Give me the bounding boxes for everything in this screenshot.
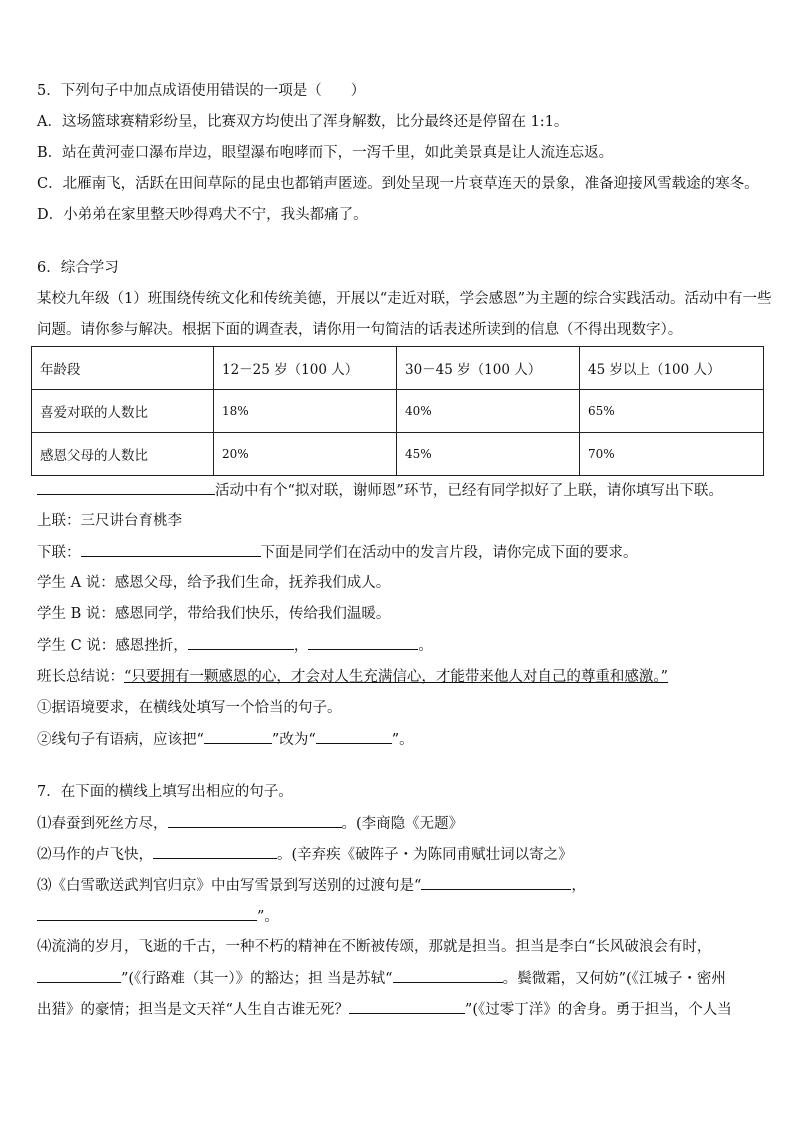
q7-item3-blank-2[interactable] — [37, 906, 257, 921]
q7-item1-blank[interactable] — [168, 813, 342, 828]
q5-option-b: B．站在黄河壶口瀑布岸边，眼望瀑布咆哮而下，一泻千里，如此美景真是让人流连忘返。 — [37, 145, 614, 161]
survey-table — [31, 346, 764, 476]
xialian-label: 下联： — [37, 545, 81, 561]
q6-xialian-line — [37, 542, 638, 563]
q6-student-a: 学生 A 说：感恩父母，给予我们生命，抚养我们成人。 — [37, 575, 391, 591]
table-row — [32, 433, 764, 476]
table-cell: 70% — [580, 433, 764, 476]
q7-item-3 — [37, 875, 586, 896]
q7-item2-text: ⑵马作的卢飞快， — [37, 847, 153, 863]
table-cell: 感恩父母的人数比 — [32, 433, 214, 476]
q7-item3-end: ”。 — [257, 909, 279, 925]
table-cell: 65% — [580, 390, 764, 433]
table-cell: 20% — [214, 433, 397, 476]
q6-requirement-2 — [37, 729, 414, 750]
q6-shanglian: 上联：三尺讲台育桃李 — [37, 513, 182, 529]
q5-option-c: C．北雁南飞，活跃在田间草际的昆虫也都销声匿迹。到处呈现一片衰草连天的景象，准备迎接风雪载途的寒冬。 — [37, 176, 759, 192]
q7-item-4-line2 — [37, 968, 726, 989]
student-c-sep: ， — [293, 638, 309, 654]
req2-blank-2[interactable] — [316, 729, 392, 744]
q7-item4-text-a: ”(《行路难（其一）》的豁达；担 当是苏轼“ — [121, 971, 393, 987]
q5-title: 5．下列句子中加点成语使用错误的一项是（ ） — [37, 83, 366, 99]
q7-item4-blank-2[interactable] — [393, 968, 503, 983]
table-cell: 18% — [214, 390, 397, 433]
student-c-label: 学生 C 说：感恩挫折， — [37, 638, 188, 654]
req2-blank-1[interactable] — [204, 729, 272, 744]
q7-item4-text-c: 出猎》的豪情；担当是文天祥“人生自古谁无死？ — [37, 1002, 349, 1018]
q6-title: 6．综合学习 — [37, 260, 119, 276]
q7-item2-blank[interactable] — [153, 844, 277, 859]
q7-item-4-line1: ⑷流淌的岁月，飞逝的千古，一种不朽的精神在不断被传颂，那就是担当。担当是李白“长风破浪会有时， — [37, 939, 712, 955]
table-header-cell: 30－45 岁（100 人） — [397, 347, 580, 390]
monitor-label: 班长总结说： — [37, 669, 124, 685]
student-c-blank-2[interactable] — [308, 635, 418, 650]
q6-student-b: 学生 B 说：感恩同学，带给我们快乐，传给我们温暖。 — [37, 606, 391, 622]
req2-text-a: ②线句子有语病，应该把“ — [37, 732, 204, 748]
table-header-cell: 12－25 岁（100 人） — [214, 347, 397, 390]
table-header-cell: 年龄段 — [32, 347, 214, 390]
q7-item1-source: 。(李商隐《无题》 — [341, 816, 464, 832]
q5-option-a: A．这场篮球赛精彩纷呈，比赛双方均使出了浑身解数，比分最终还是停留在 1:1。 — [37, 114, 569, 130]
table-cell: 45% — [397, 433, 580, 476]
q7-item-1 — [37, 813, 463, 834]
q7-item-4-line3 — [37, 999, 732, 1020]
answer-blank[interactable] — [37, 480, 215, 495]
q7-item4-blank-1[interactable] — [37, 968, 121, 983]
q6-requirement-1: ①据语境要求，在横线处填写一个恰当的句子。 — [37, 700, 342, 716]
q7-item-3-cont — [37, 906, 279, 927]
table-header-row — [32, 347, 764, 390]
table-cell: 喜爱对联的人数比 — [32, 390, 214, 433]
q7-title: 7．在下面的横线上填写出相应的句子。 — [37, 784, 293, 800]
student-c-blank-1[interactable] — [188, 635, 294, 650]
req2-text-c: ”。 — [391, 732, 414, 748]
xialian-blank[interactable] — [81, 542, 261, 557]
req2-text-b: ”改为“ — [271, 732, 316, 748]
q6-student-c-line — [37, 635, 433, 656]
monitor-quote: “只要拥有一颗感恩的心，才会对人生充满信心，才能带来他人对自己的尊重和感激。” — [124, 669, 669, 685]
xialian-after-text: 下面是同学们在活动中的发言片段，请你完成下面的要求。 — [260, 545, 638, 561]
q7-item4-text-d: ”(《过零丁洋》的舍身。勇于担当，个人当 — [464, 1002, 732, 1018]
q7-item-2 — [37, 844, 573, 865]
table-cell: 40% — [397, 390, 580, 433]
q7-item1-text: ⑴春蚕到死丝方尽， — [37, 816, 168, 832]
q6-after-table-text: 活动中有个“拟对联，谢师恩”环节，已经有同学拟好了上联，请你填写出下联。 — [215, 483, 723, 499]
q6-after-table-line — [37, 480, 723, 501]
q7-item4-blank-3[interactable] — [349, 999, 465, 1014]
q7-item3-sep: ， — [571, 878, 586, 894]
q6-intro-line2: 问题。请你参与解决。根据下面的调查表，请你用一句简洁的话表述所读到的信息（不得出现数字）。 — [37, 322, 683, 338]
q7-item2-source: 。(辛弃疾《破阵子・为陈同甫赋壮词以寄之》 — [277, 847, 573, 863]
q7-item3-text: ⑶《白雪歌送武判官归京》中由写雪景到写送别的过渡句是“ — [37, 878, 422, 894]
q5-option-d: D．小弟弟在家里整天吵得鸡犬不宁，我头都痛了。 — [37, 207, 368, 223]
table-header-cell: 45 岁以上（100 人） — [580, 347, 764, 390]
q7-item4-text-b: 。鬓微霜，又何妨”(《江城子・密州 — [502, 971, 726, 987]
q6-monitor-line — [37, 667, 668, 687]
q6-intro-line1: 某校九年级（1）班围绕传统文化和传统美德，开展以“走近对联，学会感恩”为主题的综合实践活动。活动中有一些 — [37, 291, 772, 307]
table-row — [32, 390, 764, 433]
student-c-end: 。 — [418, 638, 433, 654]
q7-item3-blank-1[interactable] — [421, 875, 571, 890]
